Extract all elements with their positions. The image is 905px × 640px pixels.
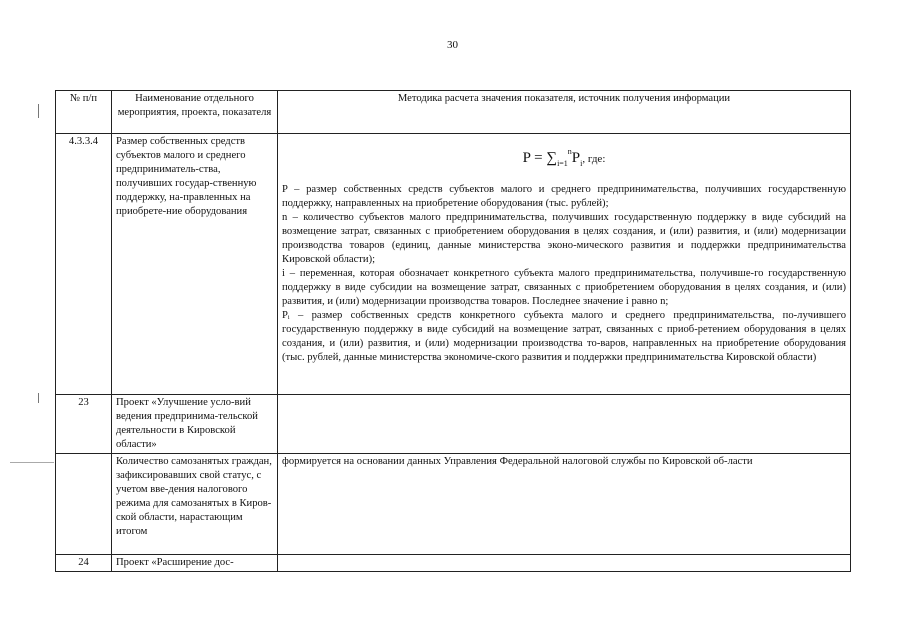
formula-suffix: , где: (582, 153, 606, 165)
table-row (56, 134, 851, 395)
table-row (56, 395, 851, 454)
definition-paragraph: Pᵢ – размер собственных средств конкретного субъекта малого и среднего предпринимательства, по-лучившего государственную поддержку в виде субсидий на возмещение затрат, связанных с приоб-ретением оборудования в целях создания, и (или) развития, и (или) модернизации производства то-варов, направленных на приобретение оборудования (тыс. рублей, данные министерства экономиче-ского развития и поддержки предпринимательства Кировской области) (282, 310, 846, 363)
definition-paragraph: n – количество субъектов малого предпринимательства, получивших государственную поддержку в виде субсидий на возмещение затрат, связанных с приобретением оборудования в целях создания, и (или) развития, и (или) модернизации производства товаров (единиц, данные министерства эконо-мического развития и поддержки предпринимательства Кировской области); (282, 212, 846, 265)
scan-mark (38, 393, 39, 403)
row-number (56, 454, 112, 555)
row-number: 23 (56, 395, 112, 454)
row-method (278, 395, 851, 454)
header-num: № п/п (56, 91, 112, 134)
table-row (56, 454, 851, 555)
formula-sum-lower: i=1 (557, 159, 568, 168)
table-header-row (56, 91, 851, 134)
row-number: 24 (56, 555, 112, 572)
formula-lhs: P = (522, 150, 547, 166)
formula-sum-sign: ∑ (546, 150, 558, 166)
formula-sum-upper: n (567, 147, 572, 156)
scan-mark (10, 462, 54, 463)
indicator-table (55, 90, 851, 572)
definition-paragraph: i – переменная, которая обозначает конкретного субъекта малого предпринимательства, получивше-го государственную поддержку в виде субсидии на возмещение затрат, связанных с приобретением оборудования в целях создания, и (или) развития, и (или) модернизации производства товаров. Последнее значение i равно n; (282, 268, 846, 307)
table-row (56, 555, 851, 572)
row-name: Проект «Расширение дос- (112, 555, 278, 572)
formula-term-index: i (580, 159, 583, 168)
scan-mark (38, 104, 39, 118)
formula-term: P (571, 150, 581, 166)
row-method (278, 134, 851, 395)
header-method: Методика расчета значения показателя, источник получения информации (278, 91, 851, 134)
row-method (278, 555, 851, 572)
page-number: 30 (447, 39, 458, 51)
row-name: Количество самозанятых граждан, зафиксировавших свой статус, с учетом вве-дения налогового режима для самозанятых в Киров-ской области, нарастающим итогом (112, 454, 278, 555)
row-name: Размер собственных средств субъектов малого и среднего предприниматель-ства, получивших государ-ственную поддержку, на-правленных на приобрете-ние оборудования (112, 134, 278, 395)
definition-paragraph: P – размер собственных средств субъектов малого и среднего предпринимательства, получивших государственную поддержку, направленных на приобретение оборудования (тыс. рублей); (282, 184, 846, 209)
formula (282, 143, 846, 173)
header-name: Наименование отдельного мероприятия, проекта, показателя (112, 91, 278, 134)
row-number: 4.3.3.4 (56, 134, 112, 395)
row-name: Проект «Улучшение усло-вий ведения предпринима-тельской деятельности в Кировской области» (112, 395, 278, 454)
row-method: формируется на основании данных Управления Федеральной налоговой службы по Кировской об-ласти (278, 454, 851, 555)
